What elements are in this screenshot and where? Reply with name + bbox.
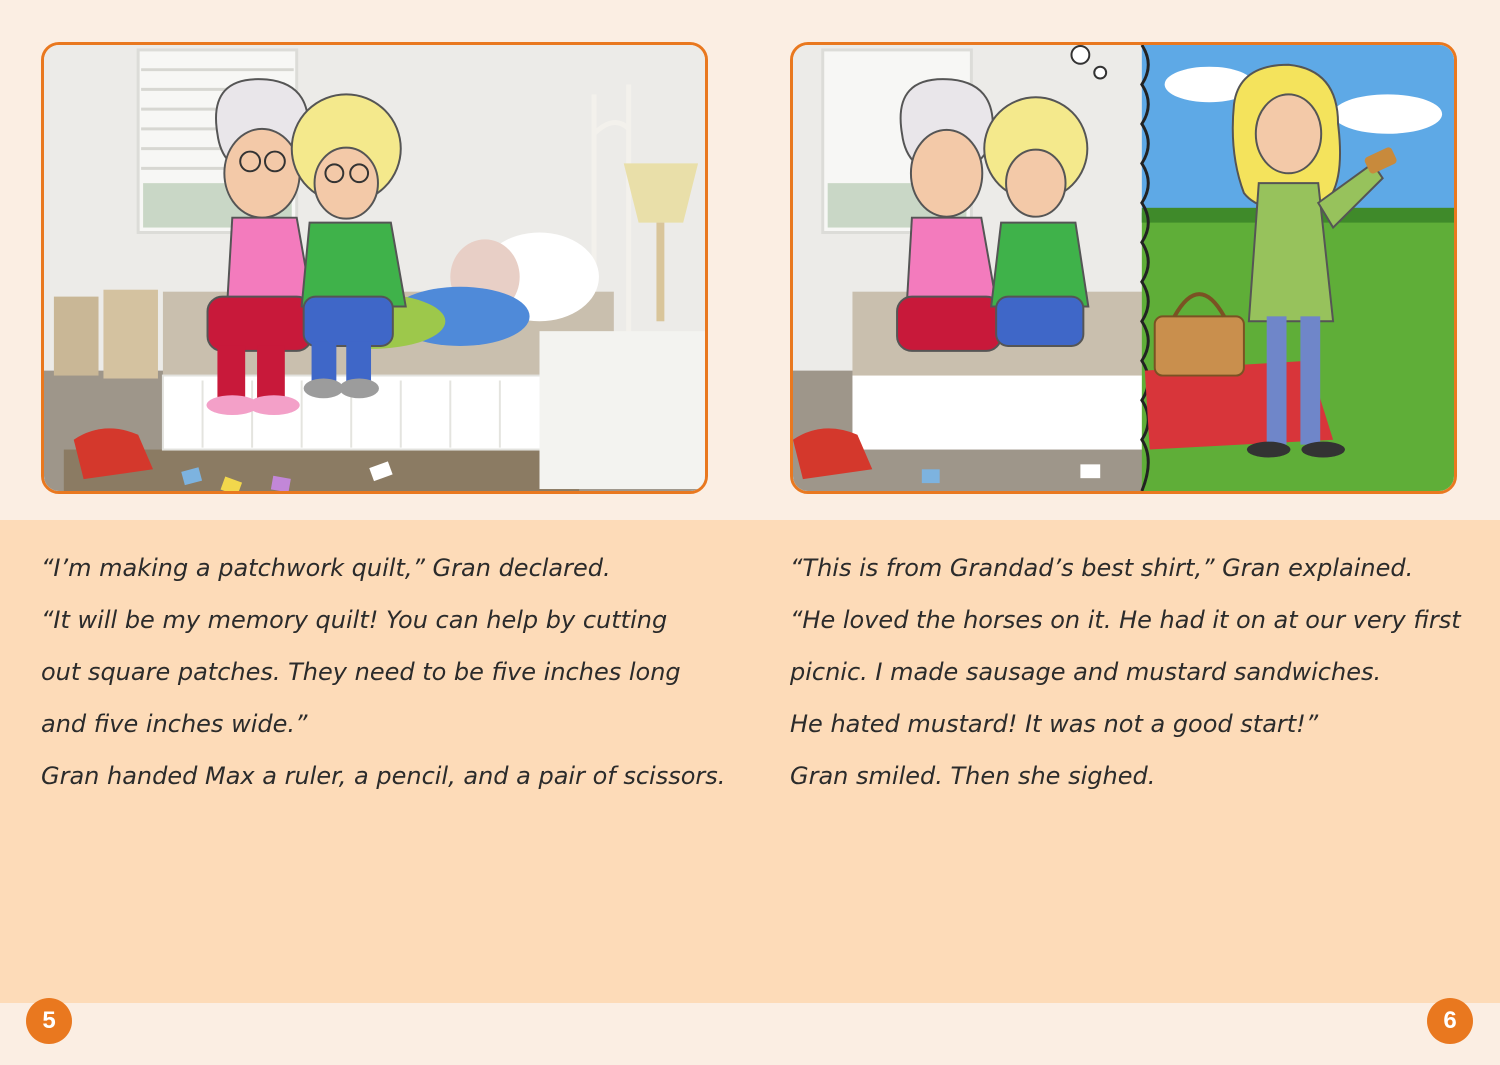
illustration-picnic-memory [790,42,1457,494]
page-5-text [41,542,741,802]
text-line: Gran smiled. Then she sighed. [790,762,1156,790]
picnic-memory-scene-image [793,45,1454,491]
bedroom-scene-image [44,45,705,491]
text-line: and five inches wide.” [41,710,308,738]
text-line: Gran handed Max a ruler, a pencil, and a pair of scissors. [41,762,726,790]
text-line: “It will be my memory quilt! You can help by cutting [41,606,668,634]
page-number-badge: 6 [1427,998,1473,1044]
illustration-bedroom [41,42,708,494]
text-line: He hated mustard! It was not a good start!” [790,710,1319,738]
text-line: picnic. I made sausage and mustard sandwiches. [790,658,1382,686]
text-line: out square patches. They need to be five inches long [41,658,681,686]
text-line: “This is from Grandad’s best shirt,” Gran explained. [790,554,1414,582]
text-line: “I’m making a patchwork quilt,” Gran declared. [41,554,611,582]
page-number-badge: 5 [26,998,72,1044]
text-line: “He loved the horses on it. He had it on at our very first [790,606,1461,634]
page-6-text [790,542,1490,802]
